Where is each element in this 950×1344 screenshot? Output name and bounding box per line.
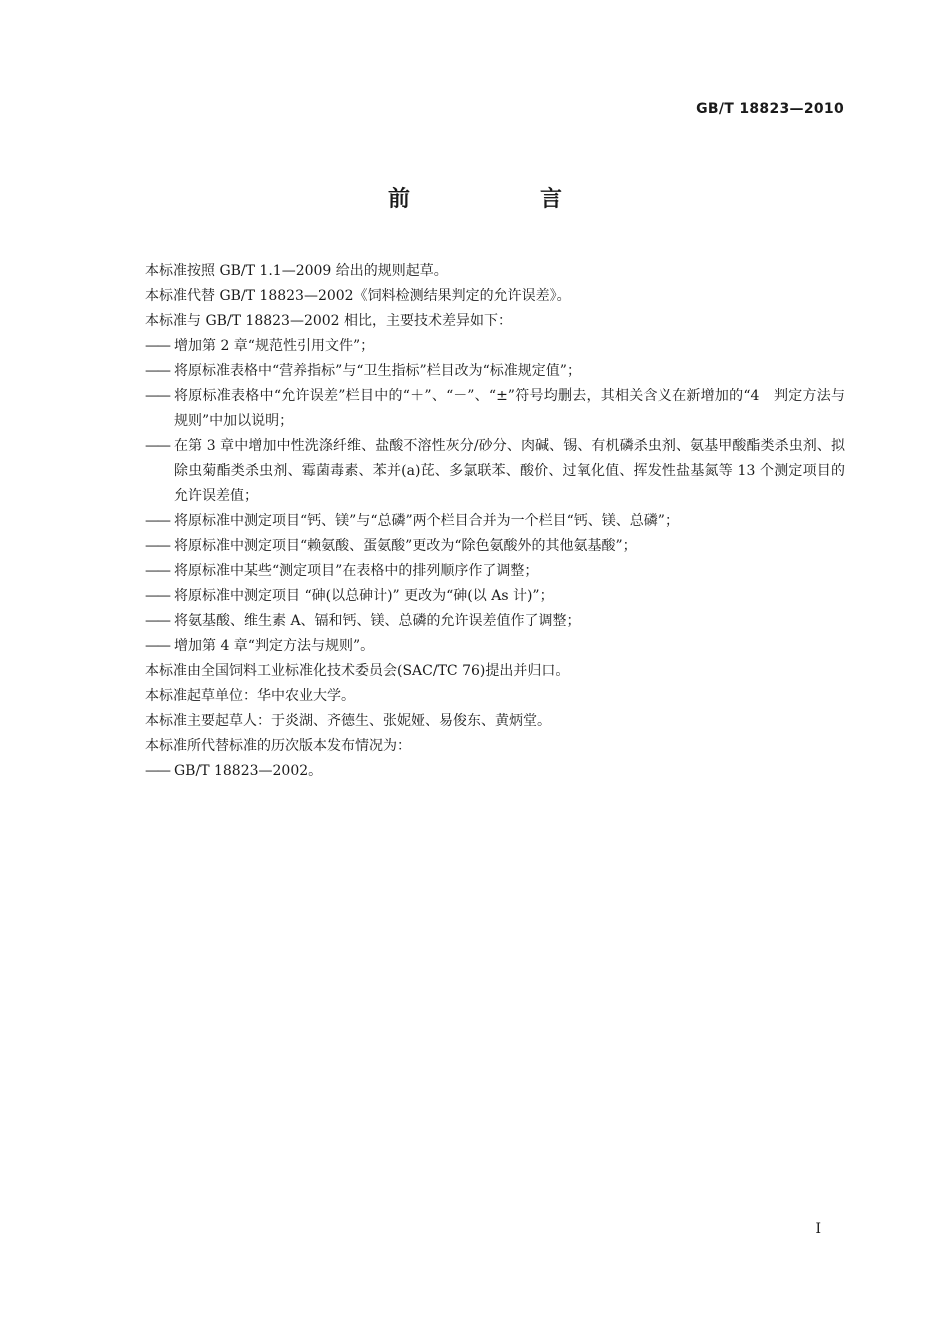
dash-marker: —— xyxy=(145,613,169,629)
list-item: —— 将原标准表格中“允许误差”栏目中的“＋”、“－”、“±”符号均删去，其相关含义在新增加的“4 判定方法与规则”中加以说明； xyxy=(145,384,845,434)
paragraph-replaces: 本标准代替 GB/T 18823—2002《饲料检测结果判定的允许误差》。 xyxy=(145,288,571,304)
list-item: —— 将氨基酸、维生素 A、镉和钙、镁、总磷的允许误差值作了调整； xyxy=(145,609,845,634)
paragraph-differences-intro: 本标准与 GB/T 18823—2002 相比，主要技术差异如下： xyxy=(145,313,513,329)
paragraph-proposed-by: 本标准由全国饲料工业标准化技术委员会(SAC/TC 76)提出并归口。 xyxy=(145,663,570,679)
foreword-body xyxy=(145,259,845,784)
dash-marker: —— xyxy=(145,638,169,654)
dash-marker: —— xyxy=(145,438,169,454)
paragraph-drafting-unit: 本标准起草单位：华中农业大学。 xyxy=(145,688,355,704)
list-item: —— 在第 3 章中增加中性洗涤纤维、盐酸不溶性灰分/砂分、肉碱、锡、有机磷杀虫剂、氨基甲酸酯类杀虫剂、拟除虫菊酯类杀虫剂、霉菌毒素、苯并(a)芘、多氯联苯、酸价、过氧化值、挥发性盐基氮等 13 个测定项目的允许误差值； xyxy=(145,434,845,509)
list-item: —— 将原标准中测定项目“赖氨酸、蛋氨酸”更改为“除色氨酸外的其他氨基酸”； xyxy=(145,534,845,559)
list-item: —— 增加第 2 章“规范性引用文件”； xyxy=(145,334,845,359)
history-list xyxy=(145,759,845,784)
dash-marker: —— xyxy=(145,763,169,779)
dash-marker: —— xyxy=(145,588,169,604)
list-item: —— 将原标准中测定项目 “砷(以总砷计)” 更改为“砷(以 As 计)”； xyxy=(145,584,845,609)
list-item: —— 将原标准表格中“营养指标”与“卫生指标”栏目改为“标准规定值”； xyxy=(145,359,845,384)
page-title: 前 言 xyxy=(387,187,616,212)
paragraph-history-intro: 本标准所代替标准的历次版本发布情况为： xyxy=(145,738,411,754)
standard-code: GB/T 18823—2010 xyxy=(696,101,844,117)
dash-marker: —— xyxy=(145,513,169,529)
list-item: —— 将原标准中测定项目“钙、镁”与“总磷”两个栏目合并为一个栏目“钙、镁、总磷”； xyxy=(145,509,845,534)
list-item: —— 将原标准中某些“测定项目”在表格中的排列顺序作了调整； xyxy=(145,559,845,584)
changes-list xyxy=(145,334,845,659)
dash-marker: —— xyxy=(145,388,169,404)
dash-marker: —— xyxy=(145,538,169,554)
page-number: I xyxy=(815,1221,821,1237)
dash-marker: —— xyxy=(145,563,169,579)
paragraph-drafting-rules: 本标准按照 GB/T 1.1—2009 给出的规则起草。 xyxy=(145,263,448,279)
paragraph-drafters: 本标准主要起草人：于炎湖、齐德生、张妮娅、易俊东、黄炳堂。 xyxy=(145,713,551,729)
list-item: —— GB/T 18823—2002。 xyxy=(145,759,845,784)
dash-marker: —— xyxy=(145,338,169,354)
dash-marker: —— xyxy=(145,363,169,379)
list-item: —— 增加第 4 章“判定方法与规则”。 xyxy=(145,634,845,659)
